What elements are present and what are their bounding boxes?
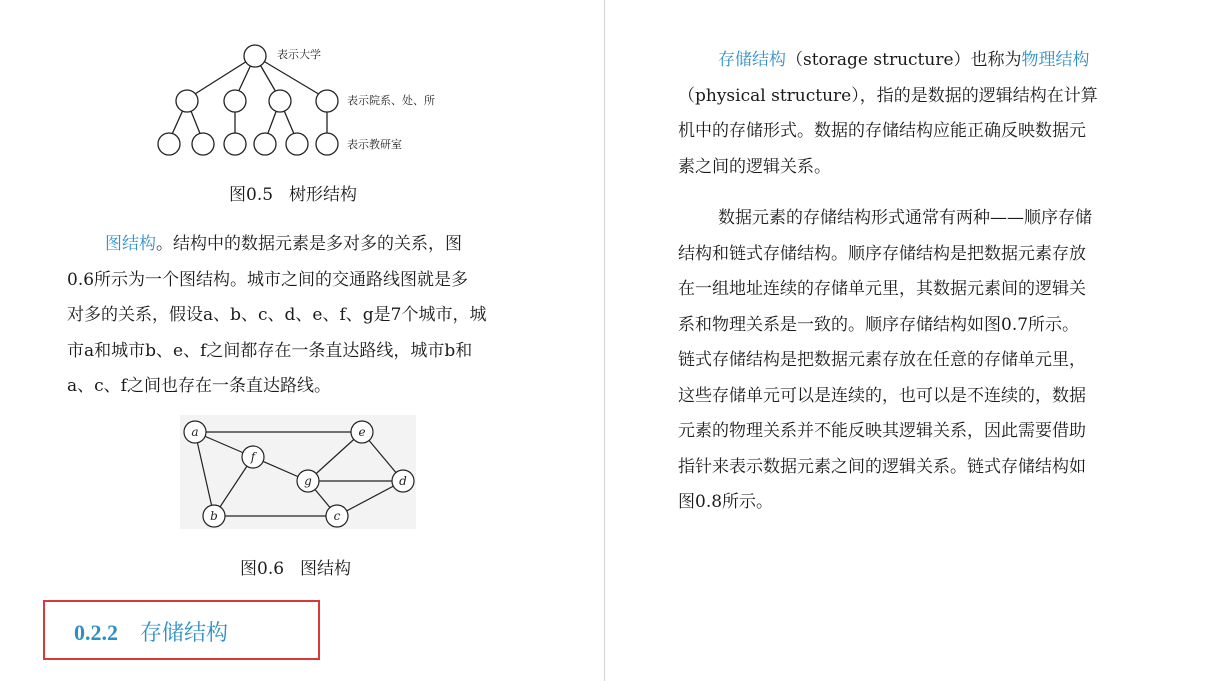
tree-figure <box>150 36 450 166</box>
tree-node <box>158 133 180 155</box>
paragraph-line: 链式存储结构是把数据元素存放在任意的存储单元里， <box>678 350 1086 370</box>
paragraph-line: 结构和链式存储结构。顺序存储结构是把数据元素存放 <box>678 243 1086 264</box>
paragraph-line: 市a和城市b、e、f之间都存在一条直达路线，城市b和 <box>67 340 473 361</box>
left-page <box>0 0 604 681</box>
tree-figure-caption <box>229 180 357 205</box>
tree-node <box>224 90 246 112</box>
section-heading <box>74 616 228 647</box>
caption-number: 图0.6 <box>240 559 285 579</box>
paragraph-line: 机中的存储形式。数据的存储结构应能正确反映数据元 <box>678 121 1086 141</box>
paragraph-line: 0.6所示为一个图结构。城市之间的交通路线图就是多 <box>67 269 469 290</box>
tree-node <box>244 45 266 67</box>
term-graph-structure: 图结构 <box>105 234 156 254</box>
graph-node-label: a <box>191 425 199 439</box>
paragraph-line: 对多的关系，假设a、b、c、d、e、f、g是7个城市，城 <box>67 305 487 325</box>
section-title: 存储结构 <box>140 621 229 646</box>
paragraph-line: a、c、f之间也存在一条直达路线。 <box>67 376 331 396</box>
page-divider <box>604 0 605 681</box>
graph-figure <box>180 415 420 535</box>
graph-node-label: f <box>250 450 256 464</box>
graph-node-label: d <box>399 474 407 488</box>
paragraph-line: 图0.8所示。 <box>678 492 774 512</box>
section-number: 0.2.2 <box>74 620 118 645</box>
tree-node <box>269 90 291 112</box>
tree-node <box>224 133 246 155</box>
tree-node <box>316 133 338 155</box>
tree-node <box>192 133 214 155</box>
storage-forms-paragraph <box>678 201 1198 521</box>
right-page <box>606 0 1218 681</box>
storage-structure-paragraph <box>678 43 1198 185</box>
paragraph-line: 指针来表示数据元素之间的逻辑关系。链式存储结构如 <box>678 456 1086 477</box>
paragraph-line: 系和物理关系是一致的。顺序存储结构如图0.7所示。 <box>678 314 1080 335</box>
graph-node-label: e <box>358 425 366 439</box>
paragraph-line: （physical structure），指的是数据的逻辑结构在计算 <box>678 85 1098 106</box>
term-physical-structure: 物理结构 <box>1021 50 1090 70</box>
paragraph-line: 数据元素的存储结构形式通常有两种——顺序存储 <box>718 208 1092 228</box>
caption-title: 图结构 <box>300 559 352 579</box>
caption-number: 图0.5 <box>229 185 274 205</box>
caption-title: 树形结构 <box>289 185 358 205</box>
paragraph-line: 在一组地址连续的存储单元里，其数据元素间的逻辑关 <box>678 279 1086 299</box>
graph-node-label: c <box>333 509 341 523</box>
tree-node <box>176 90 198 112</box>
tree-label-departments: 表示院系、处、所 <box>347 94 435 107</box>
tree-node <box>254 133 276 155</box>
term-storage-structure: 存储结构 <box>718 50 786 70</box>
graph-node-label: g <box>304 474 312 488</box>
graph-structure-paragraph <box>67 227 537 405</box>
graph-node-label: b <box>210 509 218 523</box>
paragraph-line: 素之间的逻辑关系。 <box>678 156 831 177</box>
tree-node <box>286 133 308 155</box>
paragraph-line: 这些存储单元可以是连续的，也可以是不连续的，数据 <box>678 385 1086 406</box>
tree-label-research-rooms: 表示教研室 <box>347 138 402 151</box>
paragraph-line: （storage structure）也称为 <box>786 50 1022 70</box>
section-heading-box <box>43 600 320 660</box>
paragraph-line: 。结构中的数据元素是多对多的关系，图 <box>156 234 462 254</box>
paragraph-line: 元素的物理关系并不能反映其逻辑关系，因此需要借助 <box>678 421 1086 441</box>
tree-node <box>316 90 338 112</box>
tree-label-university: 表示大学 <box>277 48 321 61</box>
graph-figure-caption <box>240 554 351 579</box>
